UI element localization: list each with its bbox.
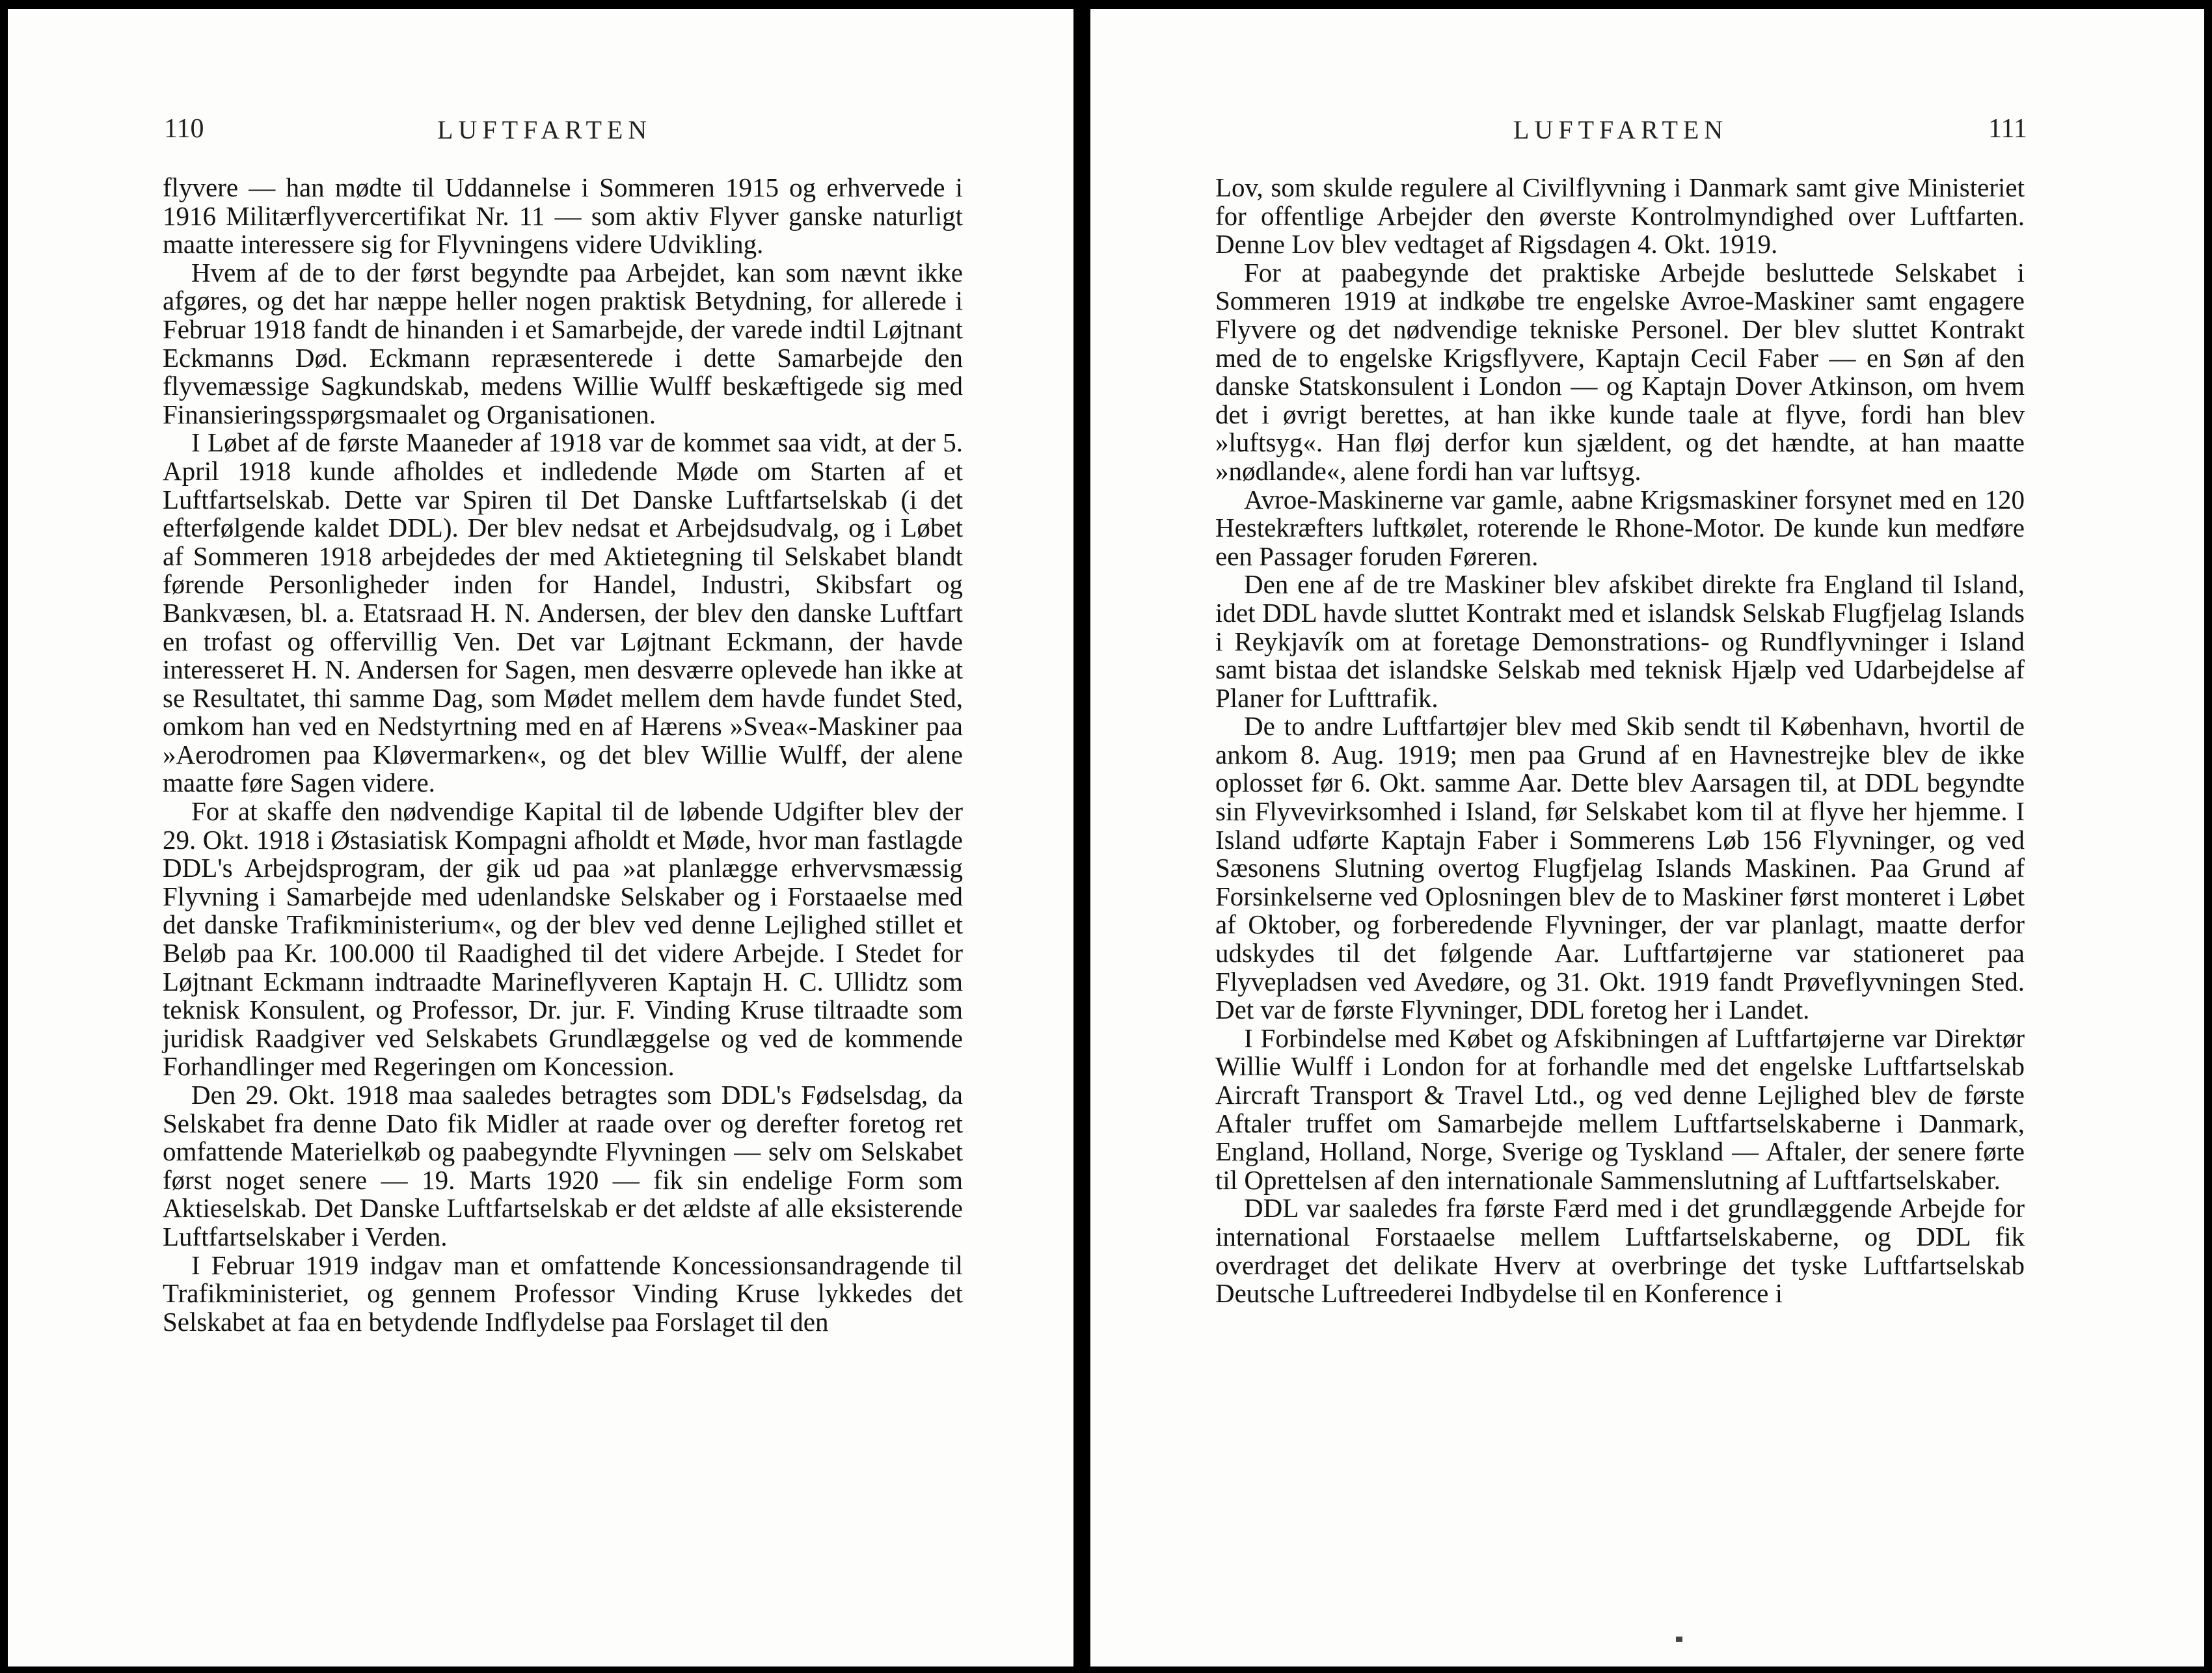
running-head: LUFTFARTEN <box>437 115 653 144</box>
paragraph: For at skaffe den nødvendige Kapital til de løbende Udgifter blev der 29. Okt. 1918 i Østasiatisk Kompagni afholdt et Møde, hvor man fastlagde DDL's Arbejdsprogram, der gik ud paa »at planlægge erhvervsmæssig Flyvning i Samarbejde med udenlandske Selskaber og i Forstaaelse med det danske Trafikministerium«, og der blev ved denne Lejlighed stillet et Beløb paa Kr. 100.000 til Raadighed til det videre Arbejde. I Stedet for Løjtnant Eckmann indtraadte Marineflyveren Kaptajn H. C. Ullidtz som teknisk Konsulent, og Professor, Dr. jur. F. Vinding Kruse tiltraadte som juridisk Raadgiver ved Selskabets Grundlæggelse og ved de kommende Forhandlinger med Regeringen om Koncession. <box>163 796 963 1082</box>
paragraph: Den 29. Okt. 1918 maa saaledes betragtes som DDL's Fødselsdag, da Selskabet fra denne Dato fik Midler at raade over og derefter foretog ret omfattende Materielkøb og paabegyndte Flyvningen — selv om Selskabet først noget senere — 19. Marts 1920 — fik sin endelige Form som Aktieselskab. Det Danske Luftfartselskab er det ældste af alle eksisterende Luftfartselskaber i Verden. <box>163 1080 963 1251</box>
paragraph: I Februar 1919 indgav man et omfattende Koncessionsandragende til Trafikministeriet, og gennem Professor Vinding Kruse lykkedes det Selskabet at faa en betydende Indflydelse paa Forslaget til den <box>163 1250 963 1337</box>
paragraph: I Løbet af de første Maaneder af 1918 var de kommet saa vidt, at der 5. April 1918 kunde afholdes et indledende Møde om Starten af et Luftfartselskab. Dette var Spiren til Det Danske Luftfartselskab (i det efterfølgende kaldet DDL). Der blev nedsat et Arbejdsudvalg, og i Løbet af Sommeren 1918 arbejdedes der med Aktietegning til Selskabet blandt førende Personligheder inden for Handel, Industri, Skibsfart og Bankvæsen, bl. a. Etatsraad H. N. Andersen, der blev den danske Luftfart en trofast og offervillig Ven. Det var Løjtnant Eckmann, der havde interesseret H. N. Andersen for Sagen, men desværre oplevede han ikke at se Resultatet, thi samme Dag, som Mødet mellem dem havde fundet Sted, omkom han ved en Nedstyrtning med en af Hærens »Svea«-Maskiner paa »Aerodromen paa Kløvermarken«, og det blev Willie Wulff, der alene maatte føre Sagen videre. <box>163 427 963 798</box>
paragraph: Avroe-Maskinerne var gamle, aabne Krigsmaskiner forsynet med en 120 Hestekræfters luftkølet, roterende le Rhone-Motor. De kunde kun medføre een Passager foruden Føreren. <box>1215 484 2025 571</box>
paragraph: I Forbindelse med Købet og Afskibningen af Luftfartøjerne var Direktør Willie Wulff i London for at forhandle med det engelske Luftfartselskab Aircraft Transport & Travel Ltd., og ved denne Lejlighed blev de første Aftaler truffet om Samarbejde mellem Luftfartselskaberne i Danmark, England, Holland, Norge, Sverige og Tyskland — Aftaler, der senere førte til Oprettelsen af den internationale Sammenslutning af Luftfartselskaber. <box>1215 1023 2025 1195</box>
paragraph: Hvem af de to der først begyndte paa Arbejdet, kan som nævnt ikke afgøres, og det har næppe heller nogen praktisk Betydning, for allerede i Februar 1918 fandt de hinanden i et Samarbejde, der varede indtil Løjtnant Eckmanns Død. Eckmann repræsenterede i dette Samarbejde den flyvemæssige Sagkundskab, medens Willie Wulff beskæftigede sig med Finansieringsspørgsmaalet og Organisationen. <box>163 257 963 429</box>
print-mark <box>1676 1637 1682 1642</box>
page-number: 110 <box>164 114 204 144</box>
paragraph: Lov, som skulde regulere al Civilflyvning i Danmark samt give Ministeriet for offentlige Arbejder den øverste Kontrolmyndighed over Luftfarten. Denne Lov blev vedtaget af Rigsdagen 4. Okt. 1919. <box>1215 172 2025 260</box>
paragraph: flyvere — han mødte til Uddannelse i Sommeren 1915 og erhvervede i 1916 Militærflyvercertifikat Nr. 11 — som aktiv Flyver ganske naturligt maatte interessere sig for Flyvningens videre Udvikling. <box>163 172 963 260</box>
paragraph: Den ene af de tre Maskiner blev afskibet direkte fra England til Island, idet DDL havde sluttet Kontrakt med et islandsk Selskab Flugfjelag Islands i Reykjavík om at foretage Demonstrations- og Rundflyvninger i Island samt bistaa det islandske Selskab med teknisk Hjælp ved Udarbejdelse af Planer for Lufttrafik. <box>1215 569 2025 713</box>
page-body <box>1215 174 2025 1308</box>
page-body <box>163 174 963 1336</box>
left-page <box>8 9 1073 1666</box>
running-head: LUFTFARTEN <box>1513 115 1729 144</box>
paragraph: For at paabegynde det praktiske Arbejde besluttede Selskabet i Sommeren 1919 at indkøbe tre engelske Avroe-Maskiner samt engagere Flyvere og det nødvendige tekniske Personel. Der blev sluttet Kontrakt med de to engelske Krigsflyvere, Kaptajn Cecil Faber — en Søn af den danske Statskonsulent i London — og Kaptajn Dover Atkinson, om hvem det i øvrigt berettes, at han ikke kunde taale at flyve, fordi han blev »luftsyg«. Han fløj derfor kun sjældent, og det hændte, at han maatte »nødlande«, alene fordi han var luftsyg. <box>1215 257 2025 486</box>
page-number: 111 <box>1988 114 2027 144</box>
paragraph: DDL var saaledes fra første Færd med i det grundlæggende Arbejde for international Forstaaelse mellem Luftfartselskaberne, og DDL fik overdraget det delikate Hverv at overbringe det tyske Luftfartselskab Deutsche Luftreederei Indbydelse til en Konference i <box>1215 1193 2025 1309</box>
paragraph: De to andre Luftfartøjer blev med Skib sendt til København, hvortil de ankom 8. Aug. 1919; men paa Grund af en Havnestrejke blev de ikke oplosset før 6. Okt. samme Aar. Dette blev Aarsagen til, at DDL begyndte sin Flyvevirksomhed i Island, før Selskabet kom til at flyve her hjemme. I Island udførte Kaptajn Faber i Sommerens Løb 156 Flyvninger, og ved Sæsonens Slutning overtog Flugfjelag Islands Maskinen. Paa Grund af Forsinkelserne ved Oplosningen blev de to Maskiner først monteret i Løbet af Oktober, og forberedende Flyvninger, der var planlagt, maatte derfor udskydes til det følgende Aar. Luftfartøjerne var stationeret paa Flyvepladsen ved Avedøre, og 31. Okt. 1919 fandt Prøveflyvningen Sted. Det var de første Flyvninger, DDL foretog her i Landet. <box>1215 711 2025 1025</box>
right-page <box>1090 9 2204 1666</box>
